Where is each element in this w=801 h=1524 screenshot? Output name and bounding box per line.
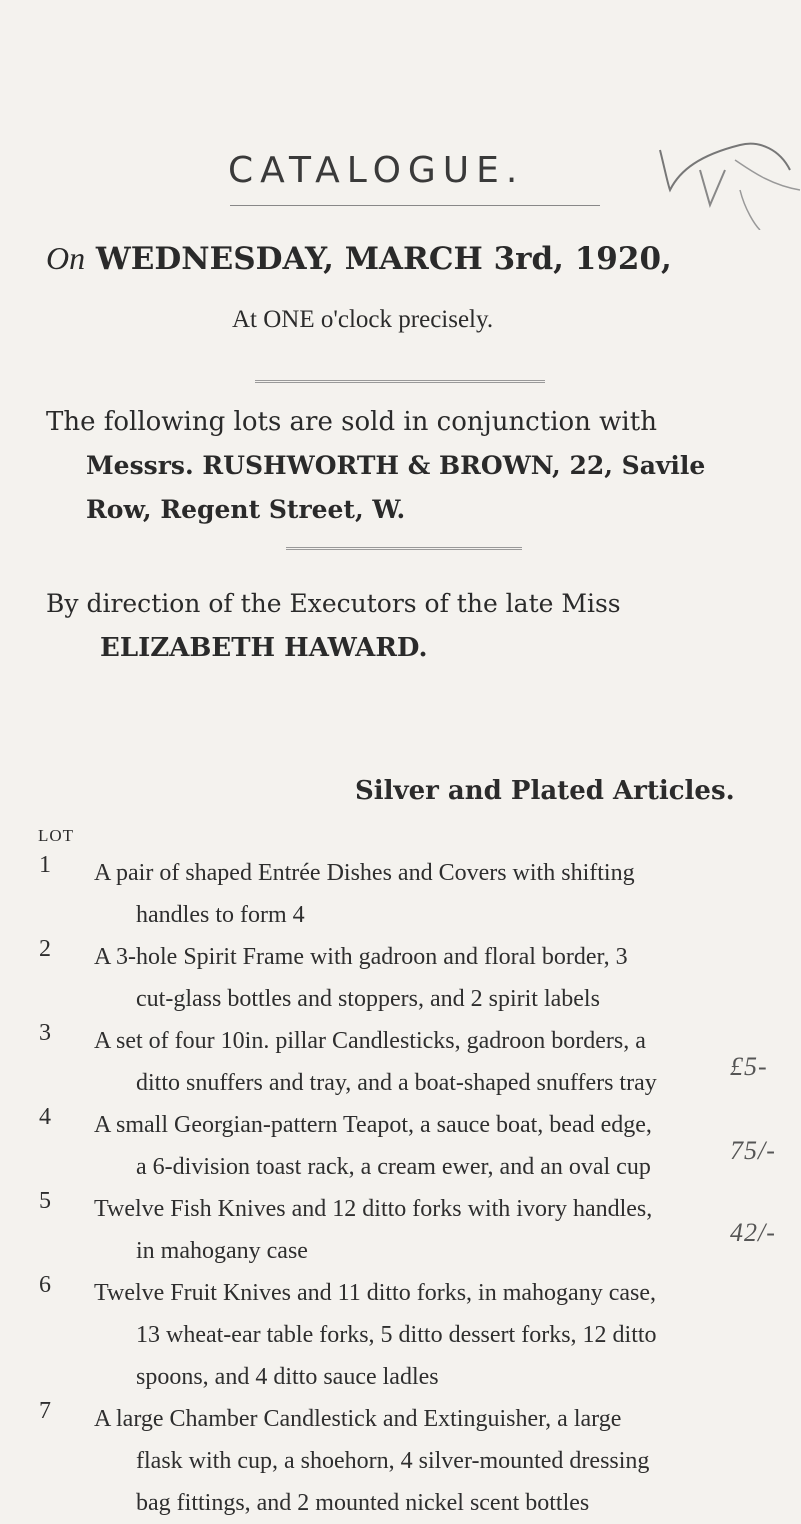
section-heading: Silver and Plated Articles. [355,776,735,806]
lot-column-header: LOT [38,826,75,845]
lot-description [94,1272,770,1398]
sale-date: WEDNESDAY, MARCH 3rd, 1920, [95,241,672,277]
lot-number: 3 [39,1020,51,1046]
lot-description-line: 13 wheat-ear table forks, 5 ditto dessert forks, 12 ditto [136,1322,657,1348]
direction-paragraph [46,582,621,670]
lot-description-line: A small Georgian-pattern Teapot, a sauce boat, bead edge, [94,1112,652,1138]
catalogue-title: CATALOGUE. [228,150,525,191]
lot-number: 5 [39,1188,51,1214]
lot-number: 6 [39,1272,51,1298]
title-rule [230,205,600,206]
conjunction-paragraph [46,400,705,532]
direction-line-1: By direction of the Executors of the late Miss [46,589,621,618]
date-prefix: On [46,240,86,276]
lot-description [94,936,770,1020]
lot-description-line: A set of four 10in. pillar Candlesticks, gadroon borders, a [94,1028,646,1054]
lot-description [94,852,770,936]
lot-item [30,936,770,1020]
lot-description [94,1188,770,1272]
lot-description-line: ditto snuffers and tray, and a boat-shaped snuffers tray [136,1070,657,1096]
direction-line-2: ELIZABETH HAWARD. [100,633,428,663]
lot-number: 4 [39,1104,51,1130]
conjunction-line-1: The following lots are sold in conjunction with [46,407,657,437]
lot-7-price: 42/- [730,1218,776,1247]
lot-item [30,852,770,936]
lot-item [30,1398,770,1524]
lot-description-line: spoons, and 4 ditto sauce ladles [136,1364,439,1390]
lot-description [94,1398,770,1524]
lot-description-line: flask with cup, a shoehorn, 4 silver-mounted dressing [136,1448,650,1474]
lot-description-line: Twelve Fish Knives and 12 ditto forks with ivory handles, [94,1196,653,1222]
lot-description [94,1020,770,1104]
date-line [46,240,672,277]
conjunction-line-3: Row, Regent Street, W. [86,495,406,524]
pencil-annotation [640,130,801,230]
lot-description-line: a 6-division toast rack, a cream ewer, and an oval cup [136,1154,651,1180]
lot-number: 1 [39,852,51,878]
lot-list [30,852,770,1524]
lot-description-line: in mahogany case [136,1238,308,1264]
lot-description-line: A large Chamber Candlestick and Extinguisher, a large [94,1406,622,1432]
sale-time: At ONE o'clock precisely. [232,306,494,333]
lot-item [30,1020,770,1104]
lot-description-line: A 3-hole Spirit Frame with gadroon and floral border, 3 [94,944,628,970]
lot-5-price: £5- [730,1052,768,1081]
conjunction-line-2: Messrs. RUSHWORTH & BROWN, 22, Savile [86,451,706,480]
lot-item [30,1104,770,1188]
lot-description [94,1104,770,1188]
time-rule [255,380,545,383]
lot-number: 2 [39,936,51,962]
lot-description-line: handles to form 4 [136,902,305,928]
conjunction-rule [286,547,522,550]
lot-description-line: bag fittings, and 2 mounted nickel scent bottles [136,1490,590,1516]
lot-description-line: A pair of shaped Entrée Dishes and Covers with shifting [94,860,635,886]
lot-description-line: cut-glass bottles and stoppers, and 2 spirit labels [136,986,600,1012]
lot-6-price: 75/- [730,1136,776,1165]
lot-description-line: Twelve Fruit Knives and 11 ditto forks, in mahogany case, [94,1280,656,1306]
lot-item [30,1188,770,1272]
lot-number: 7 [39,1398,51,1424]
lot-item [30,1272,770,1398]
